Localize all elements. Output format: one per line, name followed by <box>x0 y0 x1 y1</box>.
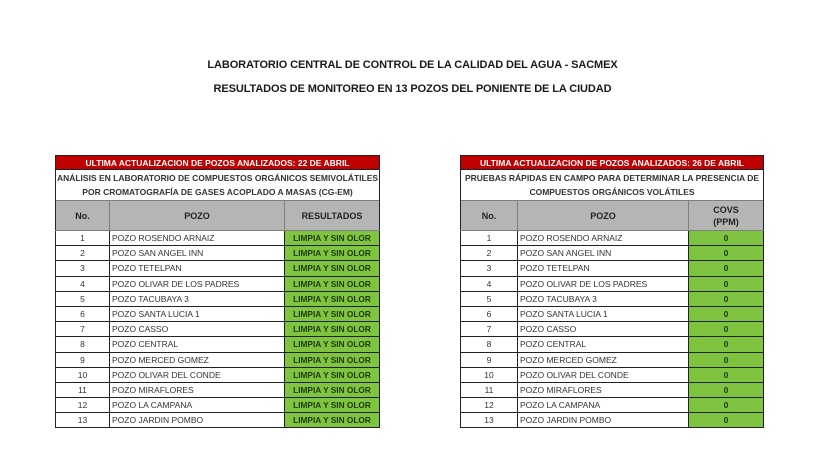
column-header-pozo: POZO <box>518 201 689 231</box>
table-row <box>461 337 764 352</box>
table-row <box>461 413 764 428</box>
table-row <box>461 322 764 337</box>
covs-ppm-value: 0 <box>689 337 764 352</box>
row-number: 5 <box>56 291 110 306</box>
well-name: POZO MIRAFLORES <box>518 382 689 397</box>
column-header-pozo: POZO <box>110 201 285 231</box>
semivolatile-results-table <box>55 155 380 428</box>
table-row <box>56 352 380 367</box>
row-number: 5 <box>461 291 518 306</box>
row-number: 7 <box>461 322 518 337</box>
result-status: LIMPIA Y SIN OLOR <box>285 398 380 413</box>
table-row <box>461 276 764 291</box>
analysis-description <box>461 170 764 201</box>
covs-ppm-value: 0 <box>689 306 764 321</box>
row-number: 1 <box>56 231 110 246</box>
table-row <box>461 291 764 306</box>
row-number: 11 <box>461 382 518 397</box>
row-number: 2 <box>461 246 518 261</box>
table-row <box>461 382 764 397</box>
result-status: LIMPIA Y SIN OLOR <box>285 382 380 397</box>
row-number: 11 <box>56 382 110 397</box>
covs-ppm-value: 0 <box>689 291 764 306</box>
row-number: 9 <box>56 352 110 367</box>
row-number: 3 <box>461 261 518 276</box>
description-row <box>461 170 764 201</box>
well-name: POZO CASSO <box>518 322 689 337</box>
table-row <box>56 246 380 261</box>
table-row <box>461 367 764 382</box>
analysis-description <box>56 170 380 201</box>
well-name: POZO MERCED GOMEZ <box>110 352 285 367</box>
description-line-1: ANÁLISIS EN LABORATORIO DE COMPUESTOS ORGÁNICOS SEMIVOLÁTILES <box>56 173 379 183</box>
column-header-row <box>461 201 764 231</box>
table-row <box>56 276 380 291</box>
column-header-covs <box>689 201 764 231</box>
table-row <box>461 352 764 367</box>
table-row <box>56 382 380 397</box>
result-status: LIMPIA Y SIN OLOR <box>285 367 380 382</box>
row-number: 7 <box>56 322 110 337</box>
well-name: POZO ROSENDO ARNAIZ <box>518 231 689 246</box>
report-title: LABORATORIO CENTRAL DE CONTROL DE LA CALIDAD DEL AGUA - SACMEX <box>207 59 618 71</box>
row-number: 6 <box>461 306 518 321</box>
table-row <box>56 367 380 382</box>
covs-ppm-value: 0 <box>689 413 764 428</box>
well-name: POZO LA CAMPANA <box>110 398 285 413</box>
table-row <box>56 291 380 306</box>
row-number: 8 <box>461 337 518 352</box>
covs-ppm-value: 0 <box>689 382 764 397</box>
covs-ppm-value: 0 <box>689 246 764 261</box>
well-name: POZO SAN ANGEL INN <box>518 246 689 261</box>
well-name: POZO ROSENDO ARNAIZ <box>110 231 285 246</box>
update-banner: ULTIMA ACTUALIZACION DE POZOS ANALIZADOS: 22 DE ABRIL <box>56 156 380 170</box>
well-name: POZO CENTRAL <box>518 337 689 352</box>
result-status: LIMPIA Y SIN OLOR <box>285 306 380 321</box>
well-name: POZO MIRAFLORES <box>110 382 285 397</box>
well-name: POZO LA CAMPANA <box>518 398 689 413</box>
well-name: POZO TETELPAN <box>518 261 689 276</box>
table-row <box>461 306 764 321</box>
column-header-row <box>56 201 380 231</box>
well-name: POZO JARDIN POMBO <box>518 413 689 428</box>
well-name: POZO OLIVAR DE LOS PADRES <box>110 276 285 291</box>
well-name: POZO JARDIN POMBO <box>110 413 285 428</box>
volatile-results-table <box>460 155 764 428</box>
result-status: LIMPIA Y SIN OLOR <box>285 352 380 367</box>
result-status: LIMPIA Y SIN OLOR <box>285 276 380 291</box>
result-status: LIMPIA Y SIN OLOR <box>285 231 380 246</box>
table-row <box>461 261 764 276</box>
report-subtitle: RESULTADOS DE MONITOREO EN 13 POZOS DEL PONIENTE DE LA CIUDAD <box>213 83 612 95</box>
covs-ppm-value: 0 <box>689 261 764 276</box>
table-row <box>461 246 764 261</box>
row-number: 1 <box>461 231 518 246</box>
result-status: LIMPIA Y SIN OLOR <box>285 261 380 276</box>
row-number: 13 <box>56 413 110 428</box>
well-name: POZO CASSO <box>110 322 285 337</box>
row-number: 13 <box>461 413 518 428</box>
update-banner-row <box>461 156 764 170</box>
column-header-no: No. <box>56 201 110 231</box>
table-row <box>56 413 380 428</box>
row-number: 10 <box>461 367 518 382</box>
row-number: 12 <box>461 398 518 413</box>
table-row <box>56 398 380 413</box>
well-name: POZO TETELPAN <box>110 261 285 276</box>
ppm-unit-label: (PPM) <box>713 216 739 227</box>
covs-ppm-value: 0 <box>689 276 764 291</box>
well-name: POZO OLIVAR DEL CONDE <box>518 367 689 382</box>
table-row <box>56 306 380 321</box>
row-number: 2 <box>56 246 110 261</box>
well-name: POZO CENTRAL <box>110 337 285 352</box>
covs-ppm-value: 0 <box>689 398 764 413</box>
description-row <box>56 170 380 201</box>
description-line-2: POR CROMATOGRAFÍA DE GASES ACOPLADO A MASAS (CG-EM) <box>82 187 353 197</box>
table-row <box>56 261 380 276</box>
well-name: POZO SANTA LUCIA 1 <box>518 306 689 321</box>
covs-ppm-value: 0 <box>689 322 764 337</box>
table-row <box>56 231 380 246</box>
covs-ppm-value: 0 <box>689 352 764 367</box>
table-row <box>461 231 764 246</box>
row-number: 8 <box>56 337 110 352</box>
description-line-1: PRUEBAS RÁPIDAS EN CAMPO PARA DETERMINAR LA PRESENCIA DE <box>464 173 760 183</box>
result-status: LIMPIA Y SIN OLOR <box>285 291 380 306</box>
update-banner-row <box>56 156 380 170</box>
result-status: LIMPIA Y SIN OLOR <box>285 337 380 352</box>
column-header-resultados: RESULTADOS <box>285 201 380 231</box>
row-number: 4 <box>56 276 110 291</box>
result-status: LIMPIA Y SIN OLOR <box>285 413 380 428</box>
row-number: 10 <box>56 367 110 382</box>
covs-label: COVS <box>713 204 739 215</box>
covs-ppm-value: 0 <box>689 231 764 246</box>
description-line-2: COMPUESTOS ORGÁNICOS VOLÁTILES <box>529 187 695 197</box>
well-name: POZO SAN ANGEL INN <box>110 246 285 261</box>
table-row <box>56 337 380 352</box>
table-row <box>461 398 764 413</box>
row-number: 6 <box>56 306 110 321</box>
table-row <box>56 322 380 337</box>
row-number: 12 <box>56 398 110 413</box>
well-name: POZO TACUBAYA 3 <box>518 291 689 306</box>
column-header-no: No. <box>461 201 518 231</box>
row-number: 4 <box>461 276 518 291</box>
covs-ppm-value: 0 <box>689 367 764 382</box>
well-name: POZO OLIVAR DE LOS PADRES <box>518 276 689 291</box>
result-status: LIMPIA Y SIN OLOR <box>285 322 380 337</box>
well-name: POZO MERCED GOMEZ <box>518 352 689 367</box>
well-name: POZO OLIVAR DEL CONDE <box>110 367 285 382</box>
result-status: LIMPIA Y SIN OLOR <box>285 246 380 261</box>
update-banner: ULTIMA ACTUALIZACION DE POZOS ANALIZADOS: 26 DE ABRIL <box>461 156 764 170</box>
well-name: POZO SANTA LUCIA 1 <box>110 306 285 321</box>
row-number: 3 <box>56 261 110 276</box>
well-name: POZO TACUBAYA 3 <box>110 291 285 306</box>
row-number: 9 <box>461 352 518 367</box>
